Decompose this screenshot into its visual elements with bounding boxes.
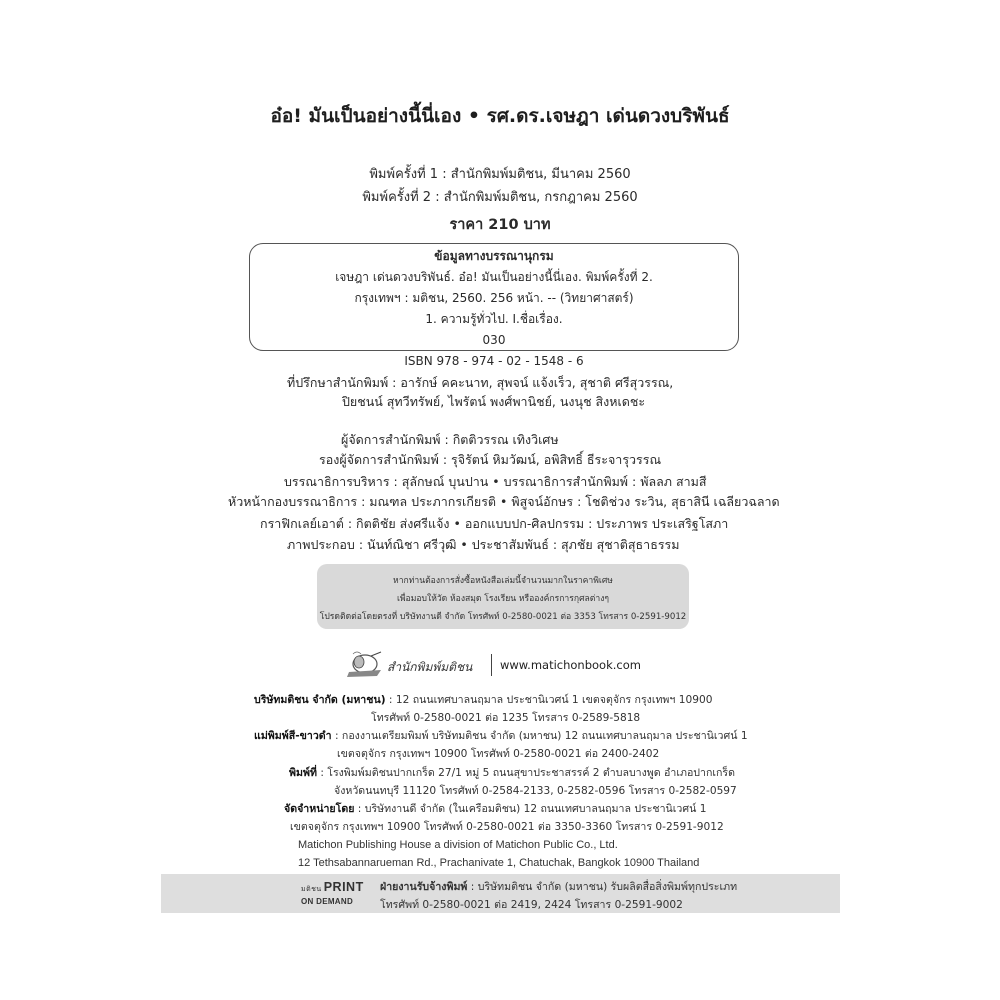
advisors-label: ที่ปรึกษาสำนักพิมพ์ : bbox=[287, 375, 397, 390]
price: ราคา 210 บาท bbox=[449, 217, 551, 233]
isbn: ISBN 978 - 974 - 02 - 1548 - 6 bbox=[404, 354, 584, 368]
logo-script-text: สำนักพิมพ์มติชน bbox=[387, 660, 473, 674]
cataloging-box bbox=[249, 243, 739, 368]
distributor-address: : บริษัทงานดี จำกัด (ในเครือมติชน) 12 ถนนเทศบาลนฤมาล ประชานิเวศน์ 1 bbox=[357, 803, 707, 815]
staff-line: รองผู้จัดการสำนักพิมพ์ : รุจิรัตน์ หิมวัฒน์, อพิสิทธิ์ ธีระจารุวรรณ bbox=[319, 452, 662, 467]
advisors-names-2: ปิยชนน์ สุทวีทรัพย์, ไพรัตน์ พงศ์พานิชย์, นงนุช สิงหเดชะ bbox=[342, 394, 646, 409]
printer-label: พิมพ์ที่ bbox=[289, 767, 317, 779]
pod-logo-print: PRINT bbox=[323, 880, 364, 894]
notice-line: หากท่านต้องการสั่งซื้อหนังสือเล่มนี้จำนวนมากในราคาพิเศษ bbox=[393, 576, 613, 586]
cataloging-line: กรุงเทพฯ : มติชน, 2560. 256 หน้า. -- (วิทยาศาสตร์) bbox=[354, 291, 634, 305]
publisher-logo-row bbox=[343, 650, 641, 680]
company-line bbox=[254, 691, 712, 709]
company-phone: โทรศัพท์ 0-2580-0021 ต่อ 1235 โทรสาร 0-2589-5818 bbox=[371, 712, 641, 724]
prepress-line bbox=[254, 727, 748, 745]
printer-address: : โรงพิมพ์มติชนปากเกร็ด 27/1 หมู่ 5 ถนนสุขาประชาสรรค์ 2 ตำบลบางพูด อำเภอปากเกร็ด bbox=[320, 767, 735, 779]
staff-line: ภาพประกอบ : นันท์ณิชา ศรีวุฒิ • ประชาสัมพันธ์ : สุภชัย สุชาติสุธาธรรม bbox=[287, 537, 680, 552]
cataloging-heading: ข้อมูลทางบรรณานุกรม bbox=[434, 249, 554, 263]
prepress-phone: เขตจตุจักร กรุงเทพฯ 10900 โทรศัพท์ 0-2580-0021 ต่อ 2400-2402 bbox=[337, 748, 660, 760]
notice-line: โปรดติดต่อโดยตรงที่ บริษัทงานดี จำกัด โทรศัพท์ 0-2580-0021 ต่อ 3353 โทรสาร 0-2591-9012 bbox=[319, 612, 687, 622]
print-service-phone: โทรศัพท์ 0-2580-0021 ต่อ 2419, 2424 โทรสาร 0-2591-9002 bbox=[380, 899, 683, 911]
company-label: บริษัทมติชน จำกัด (มหาชน) bbox=[254, 694, 386, 706]
printer-line bbox=[289, 764, 735, 782]
print-service-desc: : บริษัทมติชน จำกัด (มหาชน) รับผลิตสื่อสิ่งพิมพ์ทุกประเภท bbox=[470, 881, 738, 893]
cataloging-line: เจษฎา เด่นดวงบริพันธ์. อ๋อ! มันเป็นอย่างนี้นี่เอง. พิมพ์ครั้งที่ 2. bbox=[335, 270, 653, 284]
matichon-logo bbox=[343, 650, 483, 680]
staff-line: บรรณาธิการบริหาร : สุลักษณ์ บุนปาน • บรรณาธิการสำนักพิมพ์ : พัลลภ สามสี bbox=[284, 474, 707, 489]
print-on-demand-logo bbox=[301, 881, 369, 907]
advisors-names-1: อารักษ์ คคะนาท, สุพจน์ แจ้งเร็ว, สุชาติ ศรีสุวรรณ, bbox=[400, 375, 674, 390]
distributor-phone: เขตจตุจักร กรุงเทพฯ 10900 โทรศัพท์ 0-2580-0021 ต่อ 3350-3360 โทรสาร 0-2591-9012 bbox=[290, 821, 724, 833]
print-service-label: ฝ่ายงานรับจ้างพิมพ์ bbox=[380, 881, 468, 893]
cataloging-line: 030 bbox=[482, 333, 506, 347]
distributor-label: จัดจำหน่ายโดย bbox=[284, 803, 355, 815]
publisher-english-address: 12 Tethsabannarueman Rd., Prachanivate 1, Chatuchak, Bangkok 10900 Thailand bbox=[298, 857, 700, 869]
pod-logo-demand: ON DEMAND bbox=[301, 897, 354, 906]
prepress-address: : กองงานเตรียมพิมพ์ บริษัทมติชน จำกัด (มหาชน) 12 ถนนเทศบาลนฤมาล ประชานิเวศน์ 1 bbox=[334, 730, 748, 742]
print-service-info bbox=[380, 878, 737, 914]
distributor-line bbox=[284, 800, 706, 818]
prepress-label: แม่พิมพ์สี-ขาวดำ bbox=[254, 730, 332, 742]
book-title: อ๋อ! มันเป็นอย่างนี้นี่เอง • รศ.ดร.เจษฎา เด่นดวงบริพันธ์ bbox=[270, 105, 730, 127]
printing-1: พิมพ์ครั้งที่ 1 : สำนักพิมพ์มติชน, มีนาคม 2560 bbox=[369, 167, 631, 182]
printing-2: พิมพ์ครั้งที่ 2 : สำนักพิมพ์มติชน, กรกฎาคม 2560 bbox=[362, 190, 638, 205]
pod-logo-small: มติชน bbox=[301, 886, 322, 893]
printer-phone: จังหวัดนนทบุรี 11120 โทรศัพท์ 0-2584-2133, 0-2582-0596 โทรสาร 0-2582-0597 bbox=[334, 785, 737, 797]
cataloging-line: 1. ความรู้ทั่วไป. I.ชื่อเรื่อง. bbox=[425, 312, 563, 326]
staff-line: ผู้จัดการสำนักพิมพ์ : กิตติวรรณ เทิงวิเศษ bbox=[341, 432, 559, 447]
notice-line: เพื่อมอบให้วัด ห้องสมุด โรงเรียน หรือองค์กรการกุศลต่างๆ bbox=[396, 594, 610, 604]
company-address: : 12 ถนนเทศบาลนฤมาล ประชานิเวศน์ 1 เขตจตุจักร กรุงเทพฯ 10900 bbox=[388, 694, 713, 706]
staff-line: หัวหน้ากองบรรณาธิการ : มณฑล ประภากรเกียรติ • พิสูจน์อักษร : โชติช่วง ระวิน, สุธาสินี เฉลียวฉลาด bbox=[228, 494, 780, 509]
publisher-english-name: Matichon Publishing House a division of Matichon Public Co., Ltd. bbox=[298, 839, 618, 851]
publisher-website: www.matichonbook.com bbox=[500, 658, 641, 672]
bulk-order-notice bbox=[317, 564, 689, 629]
staff-line: กราฟิกเลย์เอาต์ : กิตติชัย ส่งศรีแจ้ง • ออกแบบปก-ศิลปกรรม : ประภาพร ประเสริฐโสภา bbox=[260, 516, 729, 531]
logo-divider bbox=[491, 654, 492, 676]
advisors-line-1 bbox=[287, 373, 673, 393]
